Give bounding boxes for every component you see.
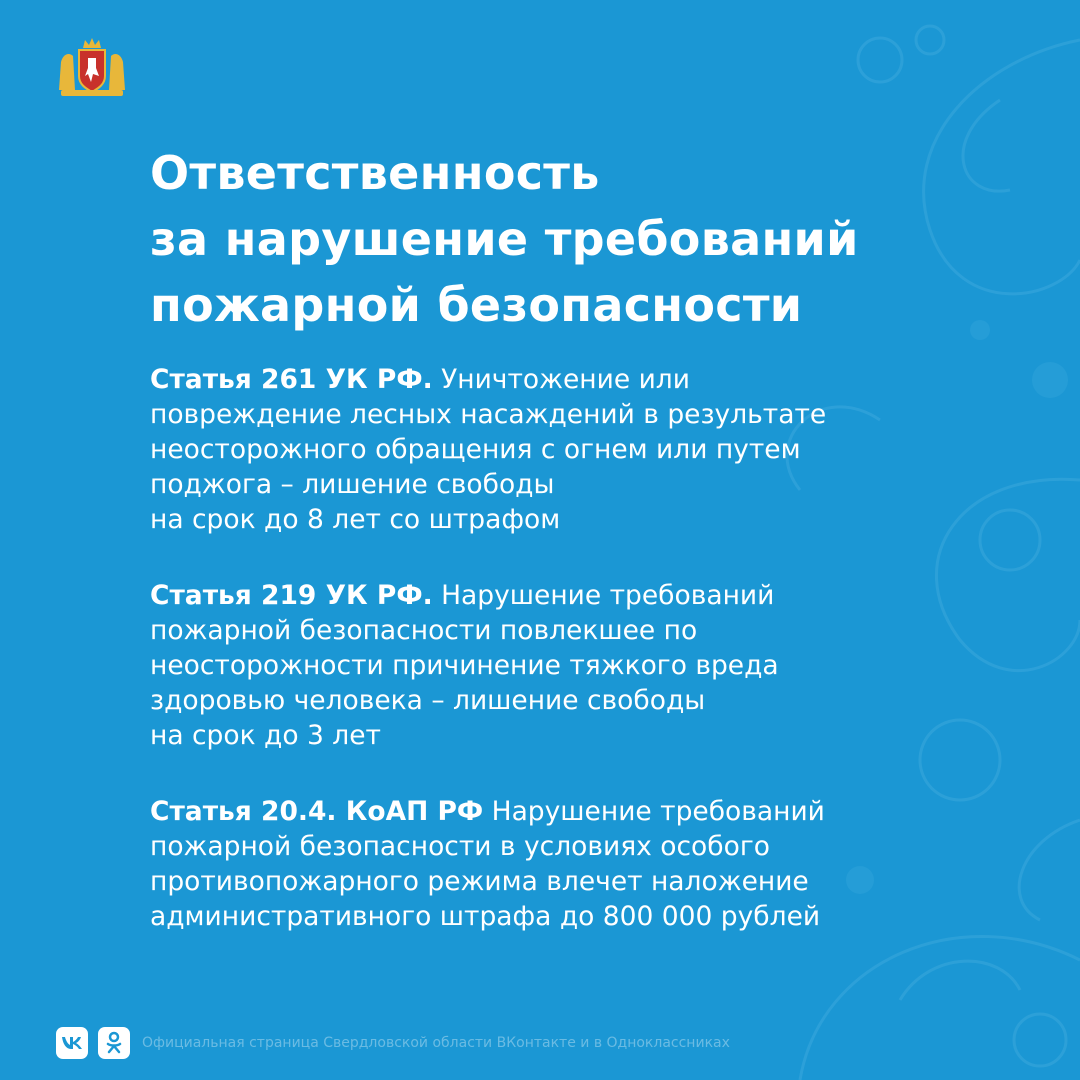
title-line: за нарушение требований (150, 212, 859, 266)
article-219 (150, 578, 1050, 753)
article-20-4 (150, 794, 1050, 934)
article-text: Нарушение требований (432, 580, 775, 611)
article-text: Нарушение требований (483, 796, 825, 827)
title-line: пожарной безопасности (150, 278, 803, 332)
article-line: повреждение лесных насаждений в результате (150, 399, 827, 430)
article-line (150, 362, 1050, 397)
article-line: на срок до 3 лет (150, 720, 381, 751)
article-line: пожарной безопасности повлекшее по (150, 615, 698, 646)
footer-caption: Официальная страница Свердловской области ВКонтакте и в Одноклассниках (142, 1035, 730, 1051)
article-line: неосторожности причинение тяжкого вреда (150, 650, 779, 681)
page-title (150, 140, 1050, 338)
coat-of-arms-icon (55, 38, 129, 98)
article-line: на срок до 8 лет со штрафом (150, 504, 561, 535)
footer (56, 1026, 730, 1060)
article-line (150, 578, 1050, 613)
odnoklassniki-icon[interactable] (98, 1027, 130, 1059)
article-heading: Статья 261 УК РФ. (150, 364, 433, 395)
vk-icon[interactable] (56, 1027, 88, 1059)
article-heading: Статья 219 УК РФ. (150, 580, 433, 611)
article-line: поджога – лишение свободы (150, 469, 555, 500)
article-line: административного штрафа до 800 000 рублей (150, 901, 821, 932)
article-line: неосторожного обращения с огнем или путем (150, 434, 801, 465)
article-line: пожарной безопасности в условиях особого (150, 831, 770, 862)
article-heading: Статья 20.4. КоАП РФ (150, 796, 484, 827)
article-line: здоровью человека – лишение свободы (150, 685, 706, 716)
title-line: Ответственность (150, 146, 600, 200)
article-line: противопожарного режима влечет наложение (150, 866, 809, 897)
article-line (150, 794, 1050, 829)
article-text: Уничтожение или (432, 364, 690, 395)
article-261 (150, 362, 1050, 537)
